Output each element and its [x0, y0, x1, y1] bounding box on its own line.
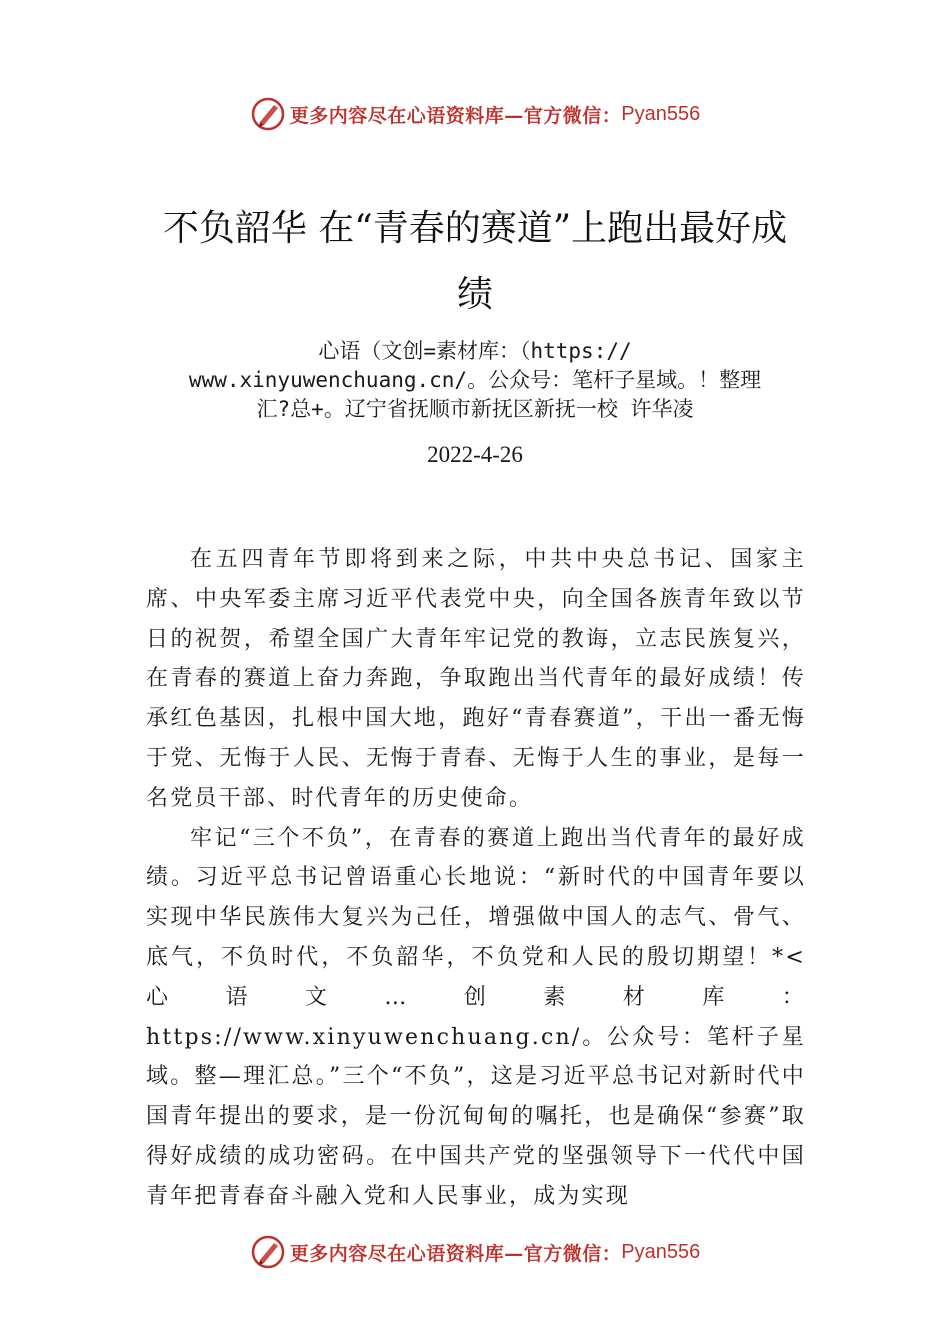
watermark-banner-top: [0, 94, 950, 134]
watermark-text: 更多内容尽在心语资料库—官方微信：: [289, 104, 622, 127]
pen-logo-icon: [250, 96, 286, 132]
watermark-handle: Pyan556: [621, 102, 701, 125]
document-title: [100, 196, 850, 328]
watermark-banner-bottom: [0, 1232, 950, 1272]
paragraph: 牢记“三个不负”，在青春的赛道上跑出当代青年的最好成绩。习近平总书记曾语重心长地说：“新时代的中国青年要以实现中华民族伟大复兴为己任，增强做中国人的志气、骨气、底气，不负时代，不负韶华，不负党和人民的殷切期望！*<心语文…创素材库：https://www.xinyuwenchuang.cn/。公众号：笔杆子星域。整—理汇总。”三个“不负”，这是习近平总书记对新时代中国青年提出的要求，是一份沉甸甸的嘱托，也是确保“参赛”取得好成绩的成功密码。在中国共产党的坚强领导下一代代中国青年把青春奋斗融入党和人民事业，成为实现: [146, 825, 806, 1209]
watermark-text: 更多内容尽在心语资料库—官方微信：: [289, 1242, 622, 1265]
document-body: [146, 540, 806, 1217]
document-date: 2022-4-26: [427, 442, 523, 467]
paragraph: 在五四青年节即将到来之际，中共中央总书记、国家主席、中央军委主席习近平代表党中央，向全国各族青年致以节日的祝贺，希望全国广大青年牢记党的教诲，立志民族复兴，在青春的赛道上奋力奔跑，争取跑出当代青年的最好成绩！传承红色基因，扎根中国大地，跑好“青春赛道”，干出一番无悔于党、无悔于人民、无悔于青春、无悔于人生的事业，是每一名党员干部、时代青年的历史使命。: [146, 547, 806, 811]
pen-logo-icon: [250, 1234, 286, 1270]
document-meta: [120, 337, 830, 424]
meta-line-2: www.xinyuwenchuang.cn/。公众号：笔杆子星域。！整理: [188, 368, 762, 392]
title-line-2: 绩: [456, 274, 493, 315]
watermark-handle: Pyan556: [621, 1240, 701, 1263]
meta-line-1: 心语（文创=素材库：（https://: [318, 339, 632, 363]
meta-line-3: 汇?总+。辽宁省抚顺市新抚区新抚一校 许华凌: [256, 397, 694, 421]
title-line-1: 不负韶华 在“青春的赛道”上跑出最好成: [162, 208, 788, 249]
